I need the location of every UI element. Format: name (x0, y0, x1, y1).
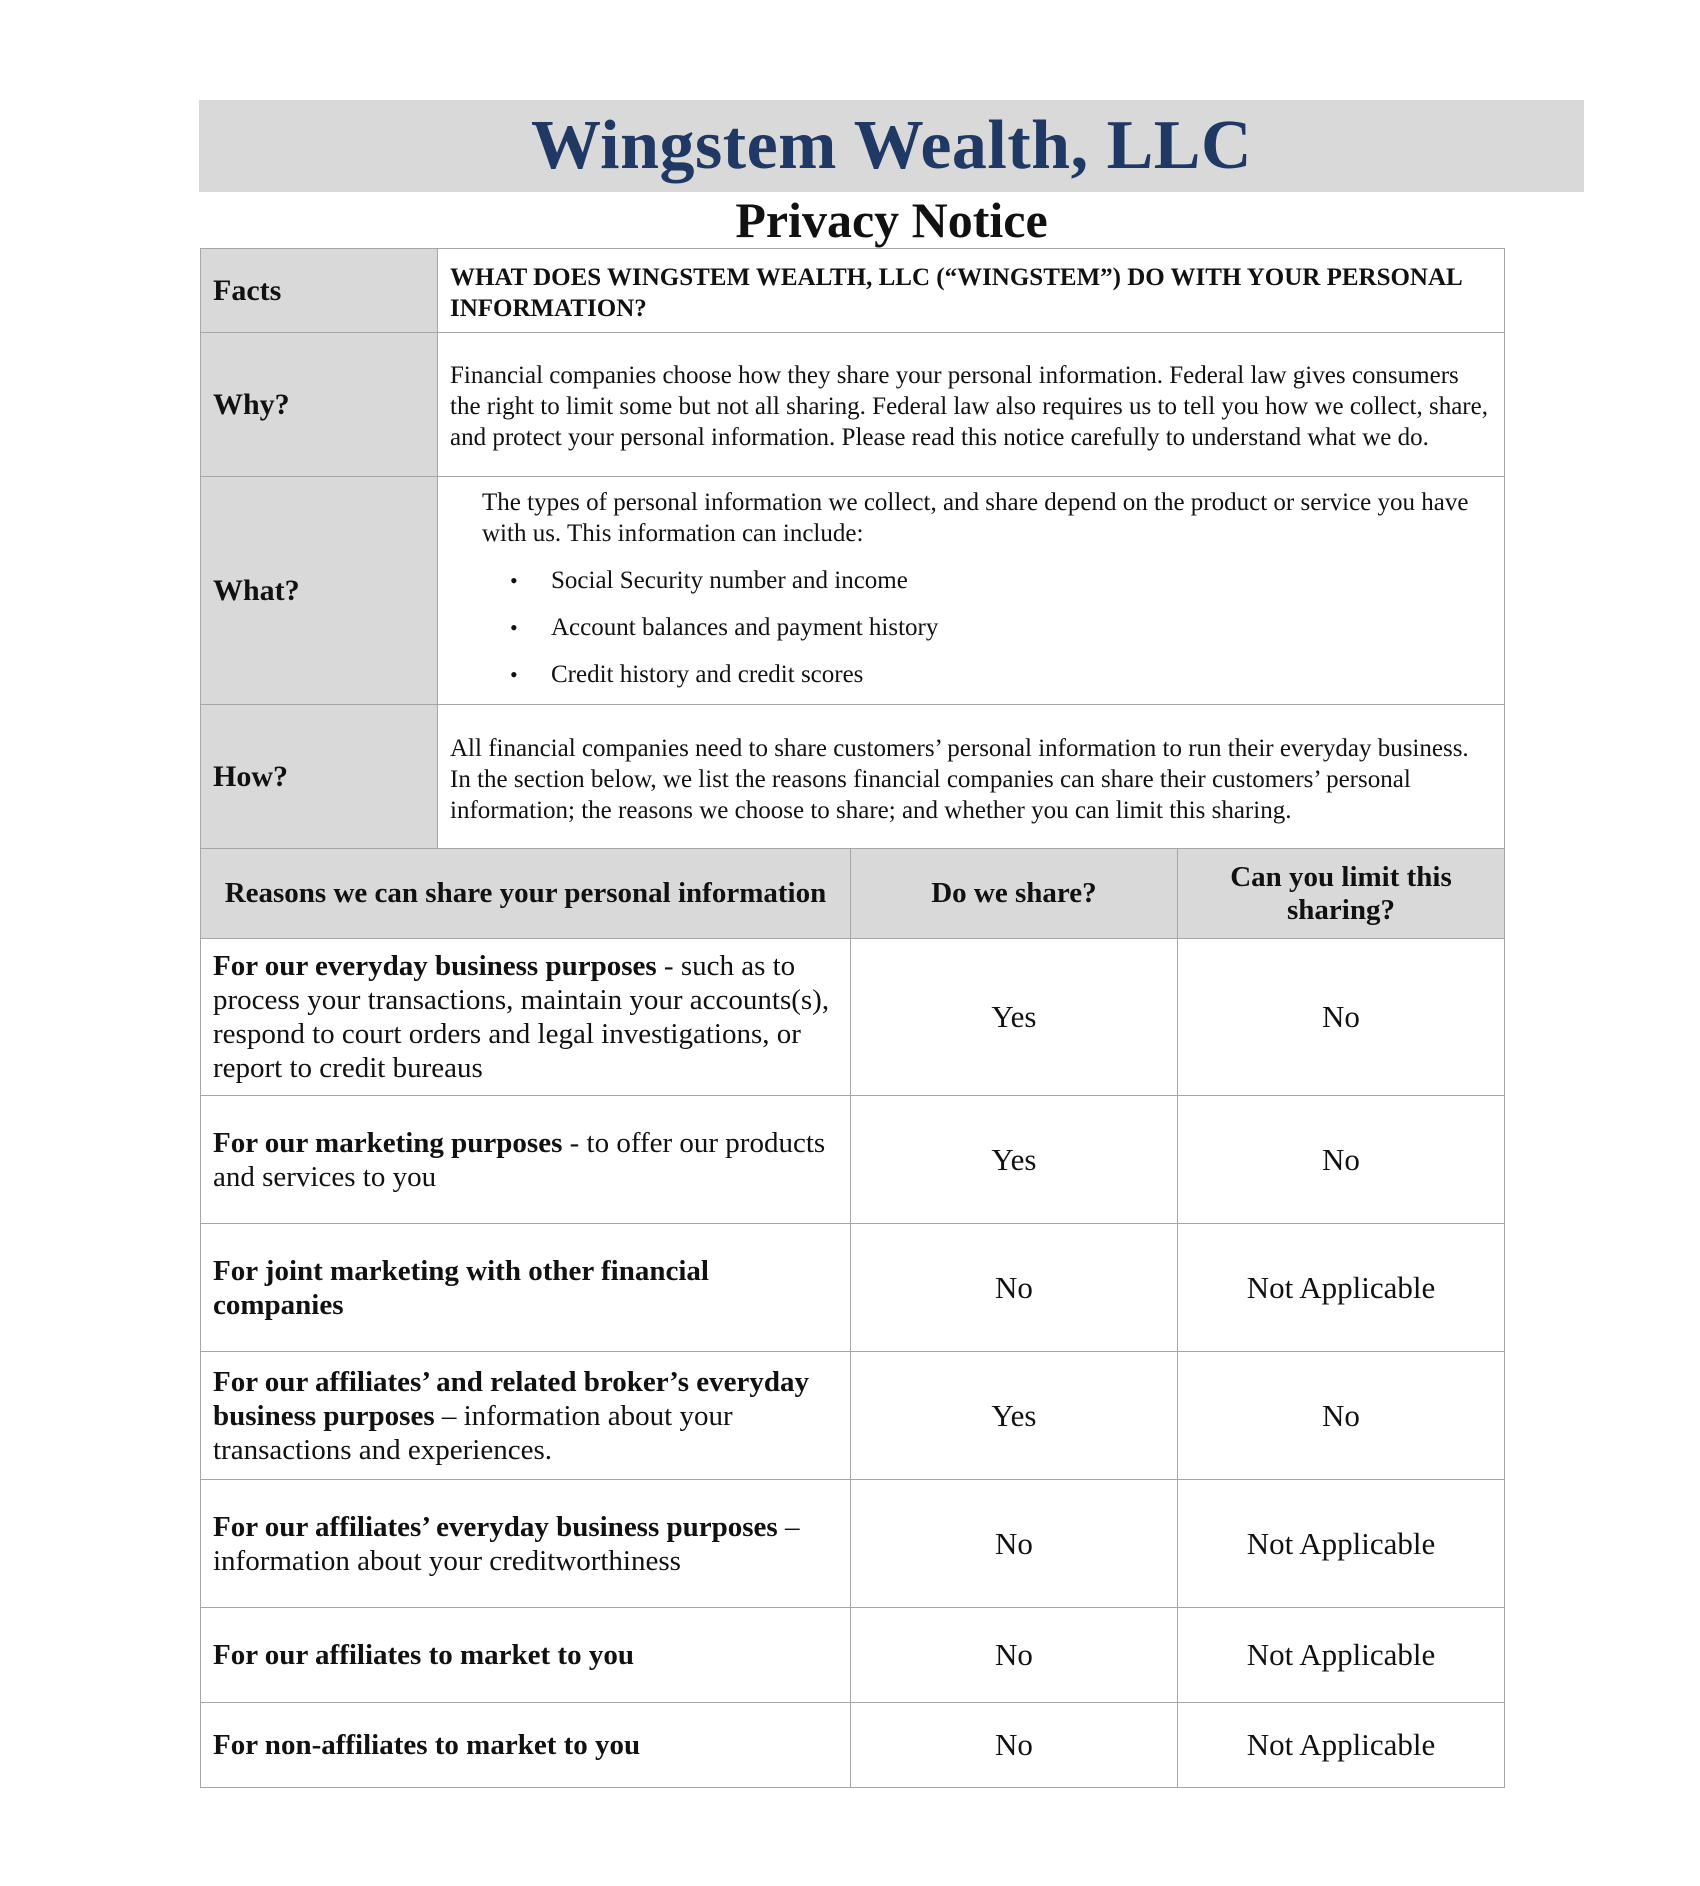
reason-detail: – information about your transactions and experiences. (213, 1399, 733, 1466)
limit-cell: Not Applicable (1177, 1703, 1504, 1788)
reason-title: For our affiliates’ everyday business purposes (213, 1510, 778, 1543)
list-item: • Credit history and credit scores (450, 651, 1492, 698)
list-item: • Account balances and payment history (450, 604, 1492, 651)
company-name: Wingstem Wealth, LLC (530, 107, 1253, 184)
reason-title: For joint marketing with other financial companies (213, 1254, 709, 1321)
share-cell: Yes (850, 939, 1177, 1096)
why-row (201, 333, 1505, 477)
reason-cell (201, 1703, 851, 1788)
reason-detail: - such as to process your transactions, maintain your accounts(s), respond to court orders and legal investigations, or report to credit bureaus (213, 950, 830, 1084)
sharing-header-row (201, 849, 1505, 939)
reasons-column-header: Reasons we can share your personal information (201, 849, 851, 939)
why-label: Why? (201, 333, 438, 477)
reason-detail: - to offer our products and services to you (213, 1126, 826, 1193)
table-row (201, 1480, 1505, 1608)
reason-cell (201, 939, 851, 1096)
reason-cell (201, 1480, 851, 1608)
company-banner (199, 100, 1584, 192)
table-row (201, 1096, 1505, 1224)
reason-cell (201, 1224, 851, 1352)
facts-row (201, 249, 1505, 333)
reason-cell (201, 1096, 851, 1224)
page-title: Privacy Notice (735, 192, 1048, 248)
facts-table (200, 248, 1505, 850)
share-cell: No (850, 1480, 1177, 1608)
table-row (201, 939, 1505, 1096)
what-content (438, 477, 1505, 705)
reason-title: For our everyday business purposes (213, 950, 657, 982)
how-label: How? (201, 705, 438, 850)
what-intro: The types of personal information we collect, and share depend on the product or service you have with us. This information can include: (482, 489, 1469, 547)
share-cell: No (850, 1608, 1177, 1703)
reason-title: For our affiliates’ and related broker’s everyday business purposes (213, 1365, 810, 1432)
limit-column-header: Can you limit this sharing? (1177, 849, 1504, 939)
table-row (201, 1224, 1505, 1352)
limit-cell: Not Applicable (1177, 1480, 1504, 1608)
share-cell: Yes (850, 1352, 1177, 1480)
table-row (201, 1352, 1505, 1480)
limit-cell: No (1177, 1096, 1504, 1224)
how-text: All financial companies need to share customers’ personal information to run their everyday business. In the section below, we list the reasons financial companies can share their customers’ personal information; the reasons we choose to share; and whether you can limit this sharing. (438, 705, 1505, 850)
facts-label: Facts (201, 249, 438, 333)
limit-cell: No (1177, 939, 1504, 1096)
sharing-table (200, 848, 1505, 1788)
limit-cell: Not Applicable (1177, 1608, 1504, 1703)
table-row (201, 1608, 1505, 1703)
table-row (201, 1703, 1505, 1788)
share-column-header: Do we share? (850, 849, 1177, 939)
how-row (201, 705, 1505, 850)
reason-cell (201, 1352, 851, 1480)
share-cell: No (850, 1224, 1177, 1352)
share-cell: Yes (850, 1096, 1177, 1224)
limit-cell: No (1177, 1352, 1504, 1480)
what-row (201, 477, 1505, 705)
reason-title: For non-affiliates to market to you (213, 1729, 641, 1761)
list-item: • Social Security number and income (450, 557, 1492, 604)
what-label: What? (201, 477, 438, 705)
share-cell: No (850, 1703, 1177, 1788)
limit-cell: Not Applicable (1177, 1224, 1504, 1352)
reason-detail: – information about your creditworthiness (213, 1510, 800, 1577)
why-text: Financial companies choose how they share your personal information. Federal law gives consumers the right to limit some but not all sharing. Federal law also requires us to tell you how we collect, share, and protect your personal information. Please read this notice carefully to understand what we do. (438, 333, 1505, 477)
reason-title: For our marketing purposes (213, 1126, 563, 1159)
reason-title: For our affiliates to market to you (213, 1639, 634, 1671)
reason-cell (201, 1608, 851, 1703)
what-list (450, 557, 1492, 698)
facts-heading: WHAT DOES WINGSTEM WEALTH, LLC (“WINGSTEM”) DO WITH YOUR PERSONAL INFORMATION? (438, 249, 1505, 333)
